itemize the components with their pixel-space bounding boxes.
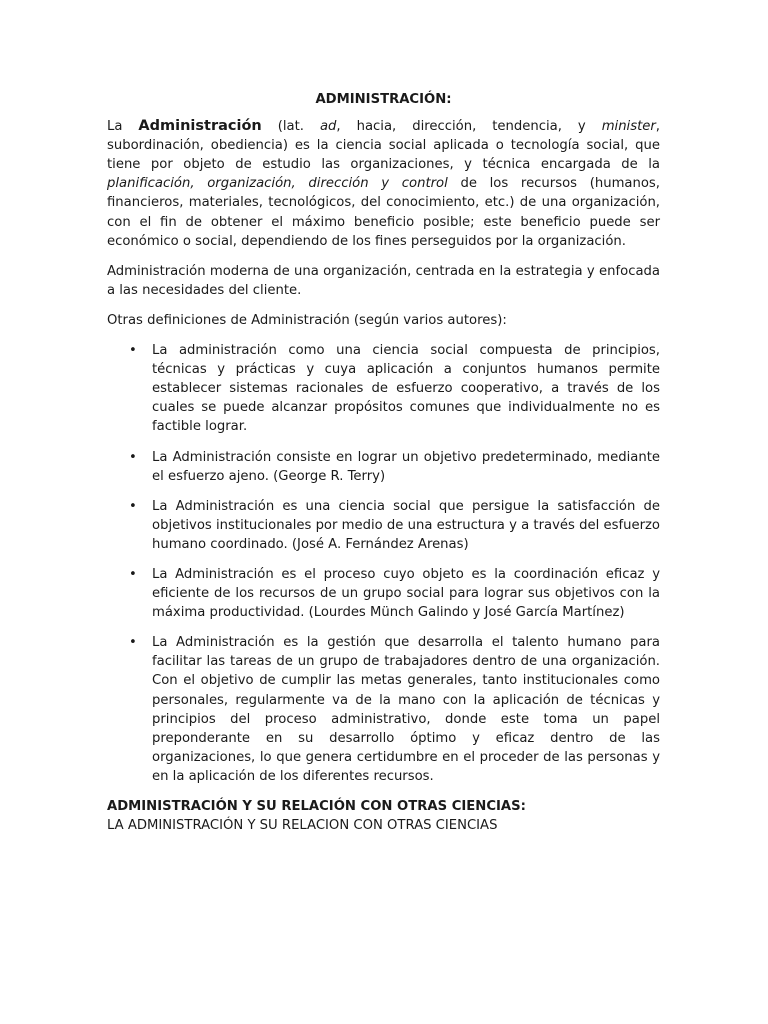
bullet-icon: • [129, 566, 137, 582]
document-page [107, 84, 660, 835]
list-item [107, 633, 660, 786]
definition-text: La Administración consiste en lograr un objetivo predeterminado, mediante el esfuerzo ajeno. (George R. Terry) [152, 449, 660, 484]
intro-paragraph [107, 117, 660, 251]
intro-part4: de los recursos (humanos, financieros, materiales, tecnológicos, del conocimiento, etc.) de una organización, con el fin de obtener el máximo beneficio posible; este beneficio puede ser económico o social, dependiendo de los fines perseguidos por la organización. [107, 176, 660, 249]
intro-part2: , hacia, dirección, tendencia, y [336, 119, 602, 135]
document-title: ADMINISTRACIÓN: [315, 92, 452, 107]
bullet-icon: • [129, 343, 137, 359]
definitions-list [107, 341, 660, 786]
list-item [107, 497, 660, 554]
bullet-icon: • [129, 449, 137, 465]
intro-term: Administración [138, 118, 262, 135]
definition-text: La Administración es la gestión que desarrolla el talento humano para facilitar las tareas de un grupo de trabajadores dentro de una organización. Con el objetivo de cumplir las metas generales, tanto institucionales como personales, regularmente va de la mano con la aplicación de técnicas y principios del proceso administrativo, donde este toma un papel preponderante en su desarrollo óptimo y eficaz dentro de las organizaciones, lo que genera certidumbre en el proceder de las personas y en la aplicación de los diferentes recursos. [152, 635, 660, 784]
definition-text: La administración como una ciencia social compuesta de principios, técnicas y prácticas y cuya aplicación a conjuntos humanos permite establecer sistemas racionales de esfuerzo cooperativo, a través de los cuales se puede alcanzar propósitos comunes que individualmente no es factible lograr. [152, 343, 660, 435]
bullet-icon: • [129, 498, 137, 514]
definition-text: La Administración es una ciencia social que persigue la satisfacción de objetivos institucionales por medio de una estructura y a través del esfuerzo humano coordinado. (José A. Fernández Arenas) [152, 498, 660, 552]
section-heading: ADMINISTRACIÓN Y SU RELACIÓN CON OTRAS CIENCIAS: [107, 799, 526, 814]
other-definitions-intro: Otras definiciones de Administración (según varios autores): [107, 312, 507, 328]
list-item [107, 565, 660, 622]
modern-paragraph: Administración moderna de una organización, centrada en la estrategia y enfocada a las necesidades del cliente. [107, 263, 660, 298]
intro-prefix: La [107, 119, 139, 135]
sub-heading: LA ADMINISTRACIÓN Y SU RELACION CON OTRAS CIENCIAS [107, 818, 498, 834]
list-item [107, 341, 660, 436]
intro-functions: planificación, organización, dirección y control [107, 176, 448, 192]
list-item [107, 448, 660, 486]
intro-part3: , subordinación, obediencia) es la ciencia social aplicada o tecnología social, que tiene por objeto de estudio las organizaciones, y técnica encargada de la [107, 119, 660, 173]
intro-part1: (lat. [261, 119, 320, 135]
bullet-icon: • [129, 635, 137, 651]
intro-ad: ad [319, 119, 337, 135]
intro-minister: minister [601, 119, 656, 135]
definition-text: La Administración es el proceso cuyo objeto es la coordinación eficaz y eficiente de los recursos de un grupo social para lograr sus objetivos con la máxima productividad. (Lourdes Münch Galindo y José García Martínez) [152, 566, 660, 621]
